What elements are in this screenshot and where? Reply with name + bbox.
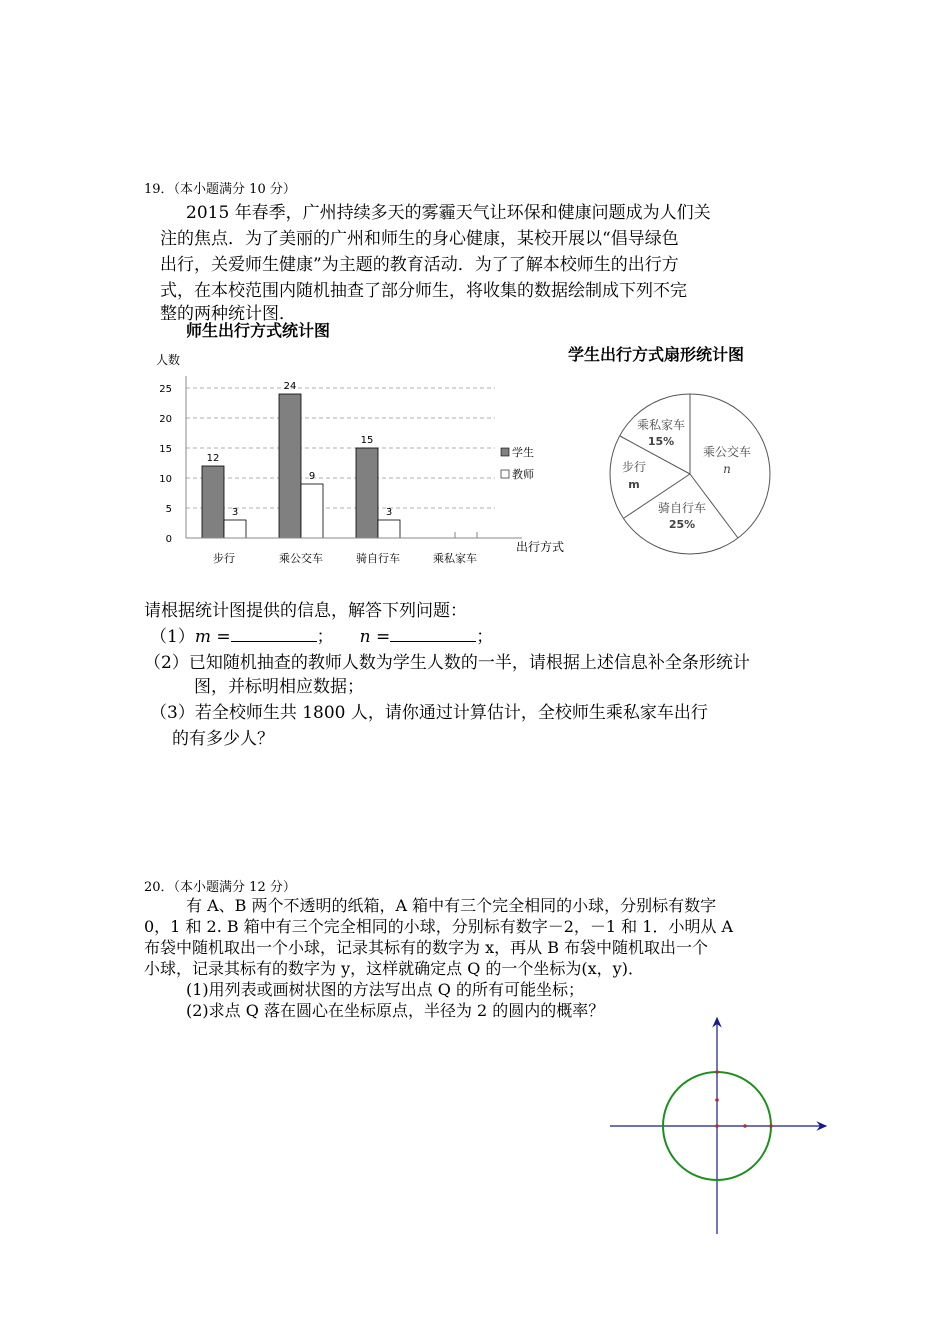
bar-student xyxy=(202,466,224,538)
x-axis-label: 出行方式 xyxy=(516,540,565,554)
q20-line-5: (1)用列表或画树状图的方法写出点 Q 的所有可能坐标； xyxy=(186,980,584,999)
legend-student-swatch xyxy=(501,448,509,456)
x-category-label: 乘私家车 xyxy=(433,552,477,565)
point-x1 xyxy=(743,1124,747,1128)
bar-value-label: 24 xyxy=(283,381,297,392)
q19-prompt: 请根据统计图提供的信息，解答下列问题： xyxy=(144,601,467,621)
q19-line-4: 式，在本校范围内随机抽查了部分师生，将收集的数据绘制成下列不完 xyxy=(160,281,687,301)
legend-teacher-label: 教师 xyxy=(512,468,534,481)
pie-value-walk: m xyxy=(628,478,640,491)
q19-header: 19．（本小题满分 10 分） xyxy=(144,182,296,197)
bar-teacher xyxy=(378,520,400,538)
point-x2 xyxy=(769,1124,773,1128)
bar-teacher xyxy=(224,520,246,538)
bar-value-label: 12 xyxy=(206,453,220,464)
q20-header: 20．（本小题满分 12 分） xyxy=(144,880,296,895)
point-y2 xyxy=(715,1070,719,1074)
bar-value-label: 3 xyxy=(385,507,393,518)
bars xyxy=(202,381,477,538)
q19-line-2: 注的焦点．为了美丽的广州和师生的身心健康，某校开展以“倡导绿色 xyxy=(160,229,679,249)
q19-sub2-line2: 图，并标明相应数据； xyxy=(194,677,364,697)
bar-value-label: 3 xyxy=(231,507,239,518)
q20-line-2: 0，1 和 2. B 箱中有三个完全相同的小球，分别标有数字－2，－1 和 1．小明从 A xyxy=(144,917,734,936)
bar-value-label: 9 xyxy=(308,471,316,482)
x-category-label: 骑自行车 xyxy=(356,552,400,565)
y-tick-label: 10 xyxy=(159,474,172,485)
sub1-end: ； xyxy=(476,627,494,647)
x-categories xyxy=(213,551,477,565)
pie-value-bus: n xyxy=(723,462,731,476)
sub1-eq-m: = xyxy=(210,627,231,647)
y-ticks xyxy=(159,384,172,545)
y-axis-label: 人数 xyxy=(156,353,181,367)
y-tick-label: 5 xyxy=(165,504,172,515)
q20-line-3: 布袋中随机取出一个小球，记录其标有的数字为 x，再从 B 布袋中随机取出一个 xyxy=(144,938,709,957)
coordinate-circle-figure xyxy=(600,1012,840,1242)
pie-chart-title: 学生出行方式扇形统计图 xyxy=(568,345,745,364)
q19-sub3-line1: （3）若全校师生共 1800 人，请你通过计算估计，全校师生乘私家车出行 xyxy=(150,703,708,723)
sub1-prefix: （1） xyxy=(150,627,195,647)
y-tick-label: 25 xyxy=(159,384,172,395)
q19-line-1: 2015 年春季，广州持续多天的雾霾天气让环保和健康问题成为人们关 xyxy=(186,203,711,223)
q19-sub2-line1: （2）已知随机抽查的教师人数为学生人数的一半，请根据上述信息补全条形统计 xyxy=(144,653,750,673)
x-category-label: 乘公交车 xyxy=(279,552,323,565)
y-tick-label: 0 xyxy=(165,534,172,545)
bar-chart-title: 师生出行方式统计图 xyxy=(186,321,331,340)
q19-line-5: 整的两种统计图． xyxy=(160,304,296,324)
bar-chart xyxy=(150,348,590,570)
pie-value-bike: 25% xyxy=(668,518,696,531)
q19-line-3: 出行，关爱师生健康”为主题的教育活动．为了了解本校师生的出行方 xyxy=(160,255,679,275)
x-category-label: 步行 xyxy=(213,552,235,565)
bar-teacher xyxy=(301,484,323,538)
legend-teacher-swatch xyxy=(501,470,509,478)
answer-blank-n[interactable] xyxy=(390,627,476,642)
pie-value-car: 15% xyxy=(647,435,675,448)
answer-blank-m[interactable] xyxy=(231,627,317,642)
y-tick-label: 15 xyxy=(159,444,172,455)
sub1-n: n xyxy=(359,627,371,647)
q19-sub1 xyxy=(150,624,493,650)
q20-line-4: 小球，记录其标有的数字为 y，这样就确定点 Q 的一个坐标为(x，y)． xyxy=(144,959,644,978)
pie-label-walk: 步行 xyxy=(621,460,647,474)
pie-label-bike: 骑自行车 xyxy=(657,501,707,515)
point-origin xyxy=(715,1124,719,1128)
gridlines xyxy=(186,388,495,508)
bar-value-label: 15 xyxy=(360,435,374,446)
sub1-eq-n: = xyxy=(370,627,391,647)
pie-chart xyxy=(600,392,780,557)
bar-student xyxy=(356,448,378,538)
y-tick-label: 20 xyxy=(159,414,172,425)
sub1-sep: ； xyxy=(316,627,334,647)
bar-student xyxy=(279,394,301,538)
q19-sub3-line2: 的有多少人？ xyxy=(172,729,274,749)
q20-line-1: 有 A、B 两个不透明的纸箱，A 箱中有三个完全相同的小球，分别标有数字 xyxy=(186,896,717,915)
legend-student-label: 学生 xyxy=(512,446,534,459)
sub1-m: m xyxy=(194,627,211,647)
point-y1 xyxy=(715,1098,719,1102)
q20-line-6: (2)求点 Q 落在圆心在坐标原点，半径为 2 的圆内的概率？ xyxy=(186,1001,605,1020)
pie-label-bus: 乘公交车 xyxy=(702,445,752,459)
pie-label-car: 乘私家车 xyxy=(636,418,686,432)
